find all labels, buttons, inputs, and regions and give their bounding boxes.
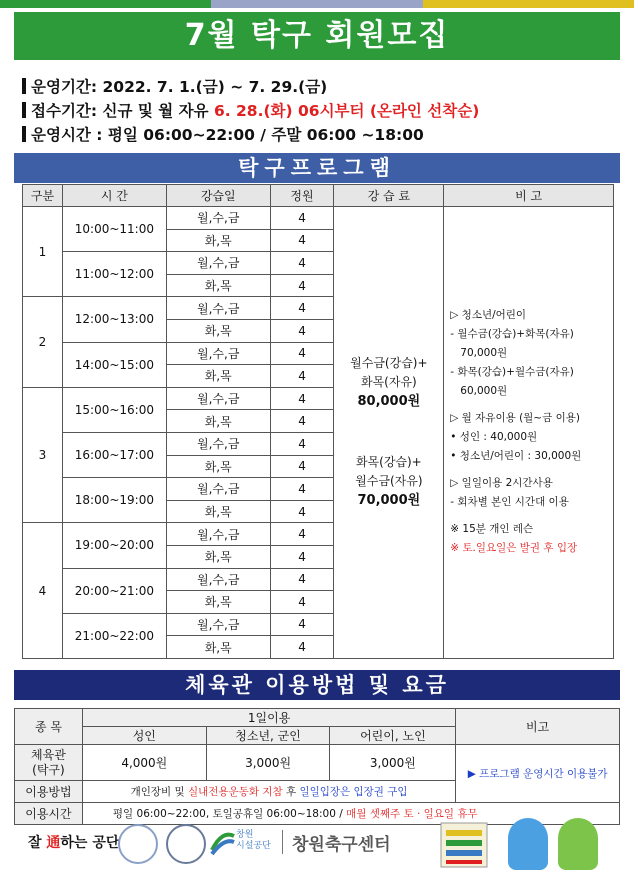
group-number: 3 (23, 387, 63, 523)
program-row (23, 207, 614, 230)
group-number: 4 (23, 523, 63, 659)
top-bar-green (0, 0, 211, 8)
capacity: 4 (270, 252, 334, 275)
note-line: ※ 15분 개인 레슨 (450, 523, 534, 536)
note-line: - 화목(강습)+월수금(자유) (450, 366, 574, 379)
method-part-b: 실내전용운동화 지참 (188, 786, 283, 798)
note-line: - 월수금(강습)+화목(자유) (450, 328, 574, 341)
time-slot: 11:00~12:00 (62, 252, 166, 297)
group-number: 2 (23, 297, 63, 387)
capacity: 4 (270, 342, 334, 365)
bullet-bar (22, 78, 26, 94)
mascot-blue-icon (508, 818, 548, 870)
apply-deadline: 6. 28.(화) 06시부터 (온라인 선착순) (213, 102, 480, 120)
row-facility-label (15, 745, 83, 781)
col-note: 비고 (456, 709, 620, 745)
footer (14, 818, 620, 874)
capacity: 4 (270, 478, 334, 501)
award-seal-icon (166, 824, 206, 864)
corporation-name (236, 830, 271, 852)
fee-b-price: 70,000원 (357, 493, 421, 509)
method-text (82, 781, 455, 803)
fee-header-row-1 (15, 709, 620, 727)
note-line: 60,000원 (460, 385, 508, 398)
time-slot: 10:00~11:00 (62, 207, 166, 252)
class-days: 월,수,금 (166, 297, 270, 320)
facility-label-line2: (탁구) (32, 762, 65, 777)
time-slot: 18:00~19:00 (62, 478, 166, 523)
capacity: 4 (270, 297, 334, 320)
class-days: 월,수,금 (166, 387, 270, 410)
class-days: 화,목 (166, 319, 270, 342)
fee-row-price (15, 745, 620, 781)
fee-cell (334, 207, 444, 659)
class-days: 화,목 (166, 274, 270, 297)
top-bar-yellow (423, 0, 634, 8)
bullet-bar (22, 126, 26, 142)
apply-label: 접수기간: (31, 102, 98, 120)
class-days: 화,목 (166, 365, 270, 388)
center-name: 창원축구센터 (292, 835, 391, 855)
emblem-icon (440, 822, 488, 868)
fee-b-line1: 화목(강습)+ (355, 455, 422, 470)
class-days: 화,목 (166, 636, 270, 659)
fee-b-line2: 월수금(자유) (355, 474, 423, 489)
mascot-green-icon (558, 818, 598, 870)
hours-label: 운영시간 : (31, 126, 103, 144)
row-method-label: 이용방법 (15, 781, 83, 803)
class-days: 화,목 (166, 591, 270, 614)
apply-value: 신규 및 월 자유 (102, 102, 209, 120)
col-youth: 청소년, 군인 (206, 727, 330, 745)
period-label: 운영기간: (31, 78, 98, 96)
note-line-red: ※ 토.일요일은 발권 후 입장 (450, 542, 578, 555)
corporation-logo-icon (210, 828, 236, 858)
certification-logo-icon (118, 824, 158, 864)
price-child: 3,000원 (330, 745, 456, 781)
facility-fee-table (14, 708, 620, 825)
facility-label-line1: 체육관 (31, 747, 66, 762)
time-slot: 12:00~13:00 (62, 297, 166, 342)
col-child: 어린이, 노인 (330, 727, 456, 745)
note-line: • 청소년/어린이 : 30,000원 (450, 450, 582, 463)
hours-part-b: 매월 셋째주 토 · 일요일 휴무 (346, 808, 478, 820)
class-days: 화,목 (166, 229, 270, 252)
header-fee: 강 습 료 (334, 185, 444, 207)
class-days: 화,목 (166, 545, 270, 568)
note-cell (444, 207, 614, 659)
class-days: 월,수,금 (166, 478, 270, 501)
capacity: 4 (270, 229, 334, 252)
footer-slogan (28, 832, 119, 852)
header-group: 구분 (23, 185, 63, 207)
class-days: 월,수,금 (166, 342, 270, 365)
note-line: ▷ 청소년/어린이 (450, 309, 527, 322)
row-hours-label: 이용시간 (15, 803, 83, 825)
price-youth: 3,000원 (206, 745, 330, 781)
col-adult: 성인 (82, 727, 206, 745)
fee-a-line2: 화목(자유) (360, 375, 417, 390)
note-gap (450, 401, 607, 409)
capacity: 4 (270, 387, 334, 410)
footer-divider (282, 830, 283, 854)
top-color-bar (0, 0, 634, 8)
time-slot: 15:00~16:00 (62, 387, 166, 432)
time-slot: 19:00~20:00 (62, 523, 166, 568)
fee-option-a (334, 354, 443, 411)
program-header-row (23, 185, 614, 207)
program-body (23, 207, 614, 659)
slogan-part-c: 하는 공단 (60, 835, 120, 851)
time-slot: 21:00~22:00 (62, 613, 166, 658)
slogan-highlight: 通 (46, 835, 61, 851)
capacity: 4 (270, 432, 334, 455)
header-note: 비 고 (444, 185, 614, 207)
capacity: 4 (270, 591, 334, 614)
class-days: 월,수,금 (166, 568, 270, 591)
header-time: 시 간 (62, 185, 166, 207)
capacity: 4 (270, 207, 334, 230)
info-apply (22, 100, 622, 122)
note-line: ▷ 일일이용 2시간사용 (450, 477, 553, 490)
top-bar-lavender (211, 0, 422, 8)
class-days: 월,수,금 (166, 523, 270, 546)
capacity: 4 (270, 613, 334, 636)
class-days: 화,목 (166, 410, 270, 433)
time-slot: 16:00~17:00 (62, 432, 166, 477)
capacity: 4 (270, 545, 334, 568)
price-adult: 4,000원 (82, 745, 206, 781)
capacity: 4 (270, 319, 334, 342)
class-days: 화,목 (166, 500, 270, 523)
col-daily: 1일이용 (82, 709, 455, 727)
hours-value: 평일 06:00~22:00 / 주말 06:00 ~18:00 (107, 126, 424, 144)
corporation-name-line1: 창원 (236, 830, 254, 840)
class-days: 화,목 (166, 455, 270, 478)
info-period (22, 76, 622, 98)
hours-part-a: 평일 06:00~22:00, 토일공휴일 06:00~18:00 / (112, 808, 343, 820)
fee-option-b (334, 453, 443, 510)
class-days: 월,수,금 (166, 252, 270, 275)
class-days: 월,수,금 (166, 613, 270, 636)
fee-a-line1: 월수금(강습)+ (350, 356, 428, 371)
time-slot: 14:00~15:00 (62, 342, 166, 387)
capacity: 4 (270, 274, 334, 297)
capacity: 4 (270, 568, 334, 591)
capacity: 4 (270, 500, 334, 523)
note-line: ▷ 월 자유이용 (월~금 이용) (450, 412, 580, 425)
group-number: 1 (23, 207, 63, 297)
info-hours (22, 124, 622, 146)
method-part-a: 개인장비 및 (130, 786, 185, 798)
note-line: - 회차별 본인 시간대 이용 (450, 496, 569, 509)
note-line: 70,000원 (460, 347, 508, 360)
capacity: 4 (270, 365, 334, 388)
col-item: 종 목 (15, 709, 83, 745)
facility-section-title: 체육관 이용방법 및 요금 (14, 670, 620, 700)
class-days: 월,수,금 (166, 207, 270, 230)
capacity: 4 (270, 455, 334, 478)
header-days: 강습일 (166, 185, 270, 207)
capacity: 4 (270, 523, 334, 546)
corporation-name-line2: 시설공단 (236, 841, 271, 851)
slogan-part-a: 잘 (28, 835, 47, 851)
capacity: 4 (270, 636, 334, 659)
fee-spacer (334, 411, 443, 453)
note-gap (450, 512, 607, 520)
program-table (22, 184, 614, 659)
capacity: 4 (270, 410, 334, 433)
method-part-c: 후 (285, 786, 297, 798)
bullet-bar (22, 102, 26, 118)
period-value: 2022. 7. 1.(금) ~ 7. 29.(금) (102, 78, 328, 96)
fee-a-price: 80,000원 (357, 394, 421, 410)
note-gap (450, 466, 607, 474)
fee-note: ▶ 프로그램 운영시간 이용불가 (456, 745, 620, 803)
method-part-d: 일일입장은 입장권 구입 (299, 786, 408, 798)
program-section-title: 탁구프로그램 (14, 153, 620, 183)
page-title: 7월 탁구 회원모집 (14, 12, 620, 60)
class-days: 월,수,금 (166, 432, 270, 455)
header-capacity: 정원 (270, 185, 334, 207)
note-line: • 성인 : 40,000원 (450, 431, 538, 444)
time-slot: 20:00~21:00 (62, 568, 166, 613)
